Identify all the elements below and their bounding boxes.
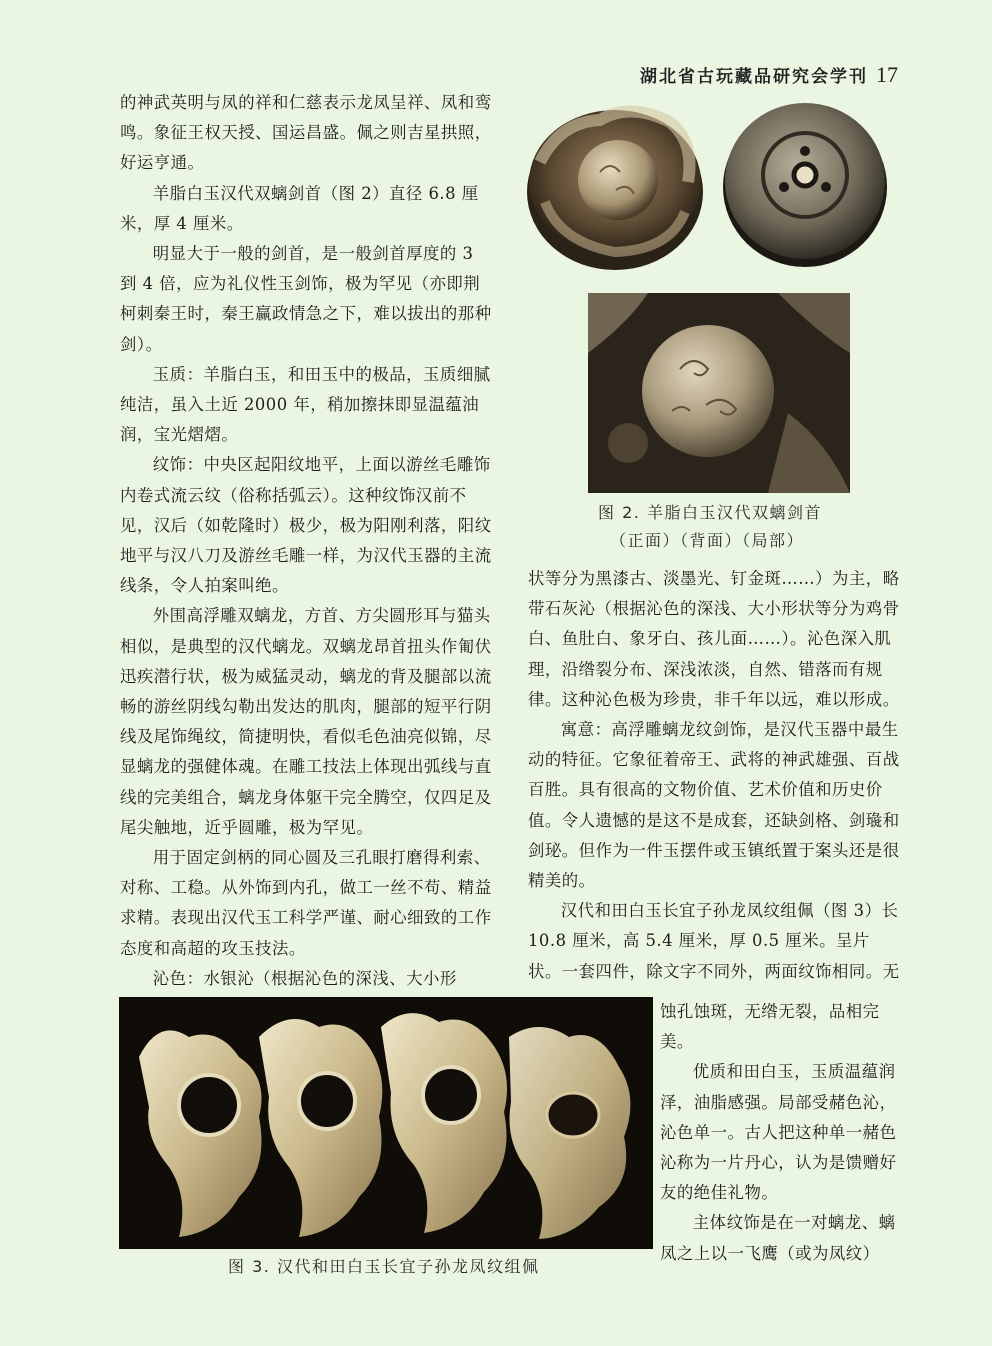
figure2-caption-line1: 图 2. 羊脂白玉汉代双螭剑首 <box>598 503 822 522</box>
paragraph: 用于固定剑柄的同心圆及三孔眼打磨得利索、对称、工稳。从外饰到内孔，做工一丝不苟、精益求精。表现出汉代玉工科学严谨、耐心细致的工作态度和高超的攻玉技法。 <box>120 848 492 958</box>
paragraph: 汉代和田白玉长宜子孙龙凤纹组佩（图 3）长 10.8 厘米，高 5.4 厘米，厚 0.5 厘米。呈片状。一套四件，除文字不同外，两面纹饰相同。无 <box>528 901 900 981</box>
page-number: 17 <box>876 62 898 87</box>
paragraph: 羊脂白玉汉代双螭剑首（图 2）直径 6.8 厘米，厚 4 厘米。 <box>120 183 479 233</box>
paragraph: 状等分为黑漆古、淡墨光、钉金斑……）为主，略带石灰沁（根据沁色的深浅、大小形状等分为鸡骨白、鱼肚白、象牙白、孩儿面……）。沁色深入肌理，沿绺裂分布、深浅浓淡，自然、错落而有规律。这种沁色极为珍贵，非千年以远，难以形成。 <box>528 569 900 709</box>
paragraph: 外围高浮雕双螭龙，方首、方尖圆形耳与猫头相似，是典型的汉代螭龙。双螭龙昂首扭头作匍伏迅疾潜行状，极为威猛灵动，螭龙的背及腿部以流畅的游丝阴线勾勒出发达的肌肉，腿部的短平行阴线及尾饰绳纹，简捷明快，看似毛色油亮似锦，尽显螭龙的强健体魂。在雕工技法上体现出弧线与直线的完美组合，螭龙身体躯干完全腾空，仅四足及尾尖触地，近乎圆雕，极为罕见。 <box>120 606 492 837</box>
right-text-column <box>528 564 902 987</box>
paragraph: 寓意：高浮雕螭龙纹剑饰，是汉代玉器中最生动的特征。它象征着帝王、武将的神武雄强、百战百胜。具有很高的文物价值、艺术价值和历史价值。令人遗憾的是这不是成套，还缺剑格、剑璏和剑珌。但作为一件玉摆件或玉镇纸置于案头还是很精美的。 <box>528 720 900 891</box>
paragraph: 玉质：羊脂白玉，和田玉中的极品，玉质细腻纯洁，虽入土近 2000 年，稍加擦抹即显温蕴油润，宝光熠熠。 <box>120 364 491 445</box>
figure2-caption-line2: （正面）（背面）（局部） <box>610 531 805 550</box>
figure3-photo <box>119 997 653 1249</box>
figure2-detail-photo <box>588 293 850 493</box>
right-narrow-text-column <box>660 997 905 1269</box>
figure3-caption: 图 3. 汉代和田白玉长宜子孙龙凤纹组佩 <box>228 1257 540 1276</box>
paragraph: 的神武英明与凤的祥和仁慈表示龙凤呈祥、凤和鸾鸣。象征王权天授、国运昌盛。佩之则吉星拱照，好运亨通。 <box>120 93 492 173</box>
paragraph: 优质和田白玉，玉质温蕴润泽，油脂感强。局部受赭色沁，沁色单一。古人把这种单一赭色沁称为一片丹心，认为是馈赠好友的绝佳礼物。 <box>660 1062 897 1203</box>
paragraph: 蚀孔蚀斑，无绺无裂，品相完美。 <box>660 1002 880 1052</box>
paragraph: 纹饰：中央区起阳纹地平，上面以游丝毛雕饰内卷式流云纹（俗称括弧云）。这种纹饰汉前不见，汉后（如乾隆时）极少，极为阳刚利落，阳纹地平与汉八刀及游丝毛雕一样，为汉代玉器的主流线条，令人拍案叫绝。 <box>120 455 492 596</box>
paragraph: 明显大于一般的剑首，是一般剑首厚度的 3 到 4 倍，应为礼仪性玉剑饰，极为罕见（亦即荆柯刺秦王时，秦王赢政情急之下，难以拔出的那种剑）。 <box>120 244 492 354</box>
paragraph: 沁色：水银沁（根据沁色的深浅、大小形 <box>152 968 457 988</box>
left-text-column <box>120 88 492 994</box>
journal-header <box>640 62 940 90</box>
paragraph: 主体纹饰是在一对螭龙、螭凤之上以一飞鹰（或为凤纹） <box>660 1213 896 1263</box>
figure2-back-photo <box>720 95 890 273</box>
journal-title: 湖北省古玩藏品研究会学刊 <box>640 67 868 87</box>
figure2-front-photo <box>520 92 710 274</box>
